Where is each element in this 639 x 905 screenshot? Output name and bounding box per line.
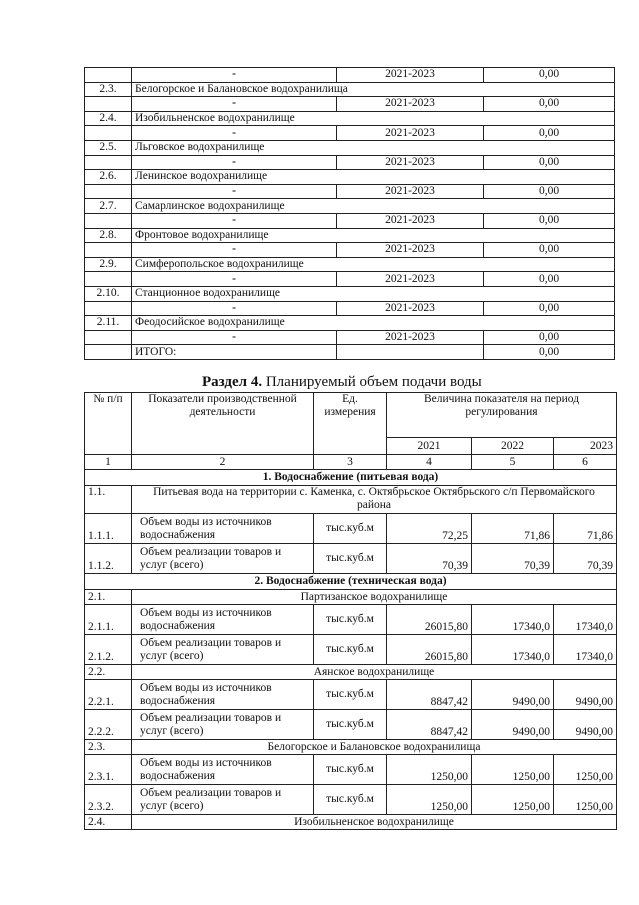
num-cell-empty <box>85 184 132 199</box>
num-cell-empty <box>85 272 132 287</box>
period-cell: 2021-2023 <box>337 213 484 228</box>
col-number: 5 <box>472 455 554 470</box>
period-cell-empty <box>337 345 484 360</box>
header-indicator: Показатели производственной деятельности <box>132 393 314 455</box>
period-row <box>85 301 615 316</box>
section-4-title <box>202 374 482 391</box>
row-number: 2.4. <box>85 111 132 126</box>
dash-cell: - <box>132 272 337 287</box>
indicator-name: Объем реализации товаров и услуг (всего) <box>132 710 314 740</box>
unit-cell: тыс.куб.м <box>314 680 387 710</box>
row-number: 2.8. <box>85 228 132 243</box>
row-number: 2.2.2. <box>85 710 132 740</box>
data-row <box>85 785 617 815</box>
value-cell: 0,00 <box>484 301 615 316</box>
period-cell: 2021-2023 <box>337 126 484 141</box>
unit-cell: тыс.куб.м <box>314 544 387 574</box>
period-cell: 2021-2023 <box>337 330 484 345</box>
row-number: 2.1.1. <box>85 605 132 635</box>
num-cell-empty <box>85 155 132 170</box>
period-row <box>85 97 615 112</box>
num-cell-empty <box>85 330 132 345</box>
value-cell: 17340,0 <box>554 635 617 665</box>
col-number: 3 <box>314 455 387 470</box>
period-cell: 2021-2023 <box>337 97 484 112</box>
value-cell: 9490,00 <box>554 710 617 740</box>
dash-cell: - <box>132 330 337 345</box>
reservoir-name: Фронтовое водохранилище <box>132 228 615 243</box>
group-title: Аянское водохранилище <box>132 665 617 680</box>
row-number: 2.10. <box>85 286 132 301</box>
reservoir-row <box>85 316 615 331</box>
value-cell: 17340,0 <box>554 605 617 635</box>
reservoir-row <box>85 82 615 97</box>
period-cell: 2021-2023 <box>337 272 484 287</box>
row-number: 1.1.1. <box>85 514 132 544</box>
unit-cell: тыс.куб.м <box>314 755 387 785</box>
reservoir-row <box>85 170 615 185</box>
header-year-2022: 2022 <box>472 438 554 455</box>
group-title: Изобильненское водохранилище <box>132 815 617 830</box>
data-row <box>85 680 617 710</box>
reservoir-row <box>85 140 615 155</box>
section-title: 2. Водоснабжение (техническая вода) <box>85 574 617 590</box>
row-number: 2.6. <box>85 170 132 185</box>
value-cell: 1250,00 <box>472 785 554 815</box>
num-cell-empty <box>85 243 132 258</box>
group-row <box>85 665 617 680</box>
dash-cell: - <box>132 184 337 199</box>
dash-cell: - <box>132 126 337 141</box>
period-row <box>85 68 615 83</box>
row-number: 1.1.2. <box>85 544 132 574</box>
reservoir-name: Симферопольское водохранилище <box>132 257 615 272</box>
col-number: 6 <box>554 455 617 470</box>
section-row <box>85 470 617 486</box>
planned-water-supply-table <box>84 392 617 830</box>
value-cell: 0,00 <box>484 97 615 112</box>
indicator-name: Объем реализации товаров и услуг (всего) <box>132 544 314 574</box>
row-number: 2.9. <box>85 257 132 272</box>
row-number: 2.11. <box>85 316 132 331</box>
value-cell: 26015,80 <box>387 635 472 665</box>
reservoir-name: Феодосийское водохранилище <box>132 316 615 331</box>
reservoir-name: Льговское водохранилище <box>132 140 615 155</box>
unit-cell: тыс.куб.м <box>314 710 387 740</box>
reservoir-row <box>85 286 615 301</box>
reservoir-row <box>85 199 615 214</box>
value-cell: 0,00 <box>484 330 615 345</box>
col-number: 2 <box>132 455 314 470</box>
value-cell: 1250,00 <box>554 755 617 785</box>
value-cell: 1250,00 <box>554 785 617 815</box>
period-row <box>85 184 615 199</box>
value-cell: 0,00 <box>484 155 615 170</box>
data-row <box>85 635 617 665</box>
col-number: 1 <box>85 455 132 470</box>
value-cell: 0,00 <box>484 68 615 83</box>
value-cell: 0,00 <box>484 126 615 141</box>
unit-cell: тыс.куб.м <box>314 785 387 815</box>
value-cell: 26015,80 <box>387 605 472 635</box>
dash-cell: - <box>132 155 337 170</box>
value-cell: 17340,0 <box>472 605 554 635</box>
reservoir-row <box>85 257 615 272</box>
value-cell: 0,00 <box>484 243 615 258</box>
row-number: 2.5. <box>85 140 132 155</box>
value-cell: 8847,42 <box>387 710 472 740</box>
period-cell: 2021-2023 <box>337 301 484 316</box>
period-row <box>85 330 615 345</box>
group-row <box>85 590 617 605</box>
num-cell-empty <box>85 68 132 83</box>
group-row <box>85 740 617 755</box>
value-cell: 8847,42 <box>387 680 472 710</box>
row-number: 2.4. <box>85 815 132 830</box>
period-cell: 2021-2023 <box>337 243 484 258</box>
value-cell: 17340,0 <box>472 635 554 665</box>
section-title: 1. Водоснабжение (питьевая вода) <box>85 470 617 486</box>
indicator-name: Объем реализации товаров и услуг (всего) <box>132 635 314 665</box>
row-number: 2.2. <box>85 665 132 680</box>
data-row <box>85 755 617 785</box>
value-cell: 0,00 <box>484 213 615 228</box>
dash-cell: - <box>132 213 337 228</box>
dash-cell: - <box>132 243 337 258</box>
reservoir-row <box>85 228 615 243</box>
row-number: 2.3. <box>85 740 132 755</box>
indicator-name: Объем воды из источников водоснабжения <box>132 680 314 710</box>
period-row <box>85 126 615 141</box>
value-cell: 70,39 <box>472 544 554 574</box>
period-row <box>85 213 615 228</box>
group-title: Белогорское и Балановское водохранилища <box>132 740 617 755</box>
unit-cell: тыс.куб.м <box>314 605 387 635</box>
total-label: ИТОГО: <box>132 345 337 360</box>
header-num: № п/п <box>85 393 132 455</box>
num-cell-empty <box>85 126 132 141</box>
data-row <box>85 544 617 574</box>
period-row <box>85 243 615 258</box>
unit-cell: тыс.куб.м <box>314 635 387 665</box>
value-cell: 9490,00 <box>554 680 617 710</box>
reservoir-name: Изобильненское водохранилище <box>132 111 615 126</box>
value-cell: 72,25 <box>387 514 472 544</box>
reservoir-name: Станционное водохранилище <box>132 286 615 301</box>
num-cell-empty <box>85 301 132 316</box>
row-number: 2.2.1. <box>85 680 132 710</box>
num-cell-empty <box>85 213 132 228</box>
dash-cell: - <box>132 301 337 316</box>
value-cell: 9490,00 <box>472 680 554 710</box>
value-cell: 0,00 <box>484 272 615 287</box>
value-cell: 70,39 <box>387 544 472 574</box>
unit-cell: тыс.куб.м <box>314 514 387 544</box>
dash-cell: - <box>132 97 337 112</box>
num-cell-empty <box>85 345 132 360</box>
period-cell: 2021-2023 <box>337 155 484 170</box>
indicator-name: Объем воды из источников водоснабжения <box>132 605 314 635</box>
reservoir-name: Самарлинское водохранилище <box>132 199 615 214</box>
row-number: 2.1. <box>85 590 132 605</box>
header-year-2023: 2023 <box>554 438 617 455</box>
period-cell: 2021-2023 <box>337 184 484 199</box>
total-value: 0,00 <box>484 345 615 360</box>
group-title: Питьевая вода на территории с. Каменка, с. Октябрьское Октябрьского с/п Первомайского района <box>132 486 617 514</box>
header-unit: Ед. измерения <box>314 393 387 455</box>
period-row <box>85 155 615 170</box>
row-number: 2.3. <box>85 82 132 97</box>
row-number: 2.7. <box>85 199 132 214</box>
value-cell: 71,86 <box>472 514 554 544</box>
period-row <box>85 272 615 287</box>
header-year-2021: 2021 <box>387 438 472 455</box>
value-cell: 1250,00 <box>387 785 472 815</box>
reservoir-summary-table <box>84 67 615 360</box>
reservoir-name: Ленинское водохранилище <box>132 170 615 185</box>
reservoir-name: Белогорское и Балановское водохранилища <box>132 82 615 97</box>
value-cell: 9490,00 <box>472 710 554 740</box>
row-number: 2.3.2. <box>85 785 132 815</box>
indicator-name: Объем воды из источников водоснабжения <box>132 755 314 785</box>
data-row <box>85 514 617 544</box>
dash-cell: - <box>132 68 337 83</box>
total-row <box>85 345 615 360</box>
value-cell: 1250,00 <box>472 755 554 785</box>
reservoir-row <box>85 111 615 126</box>
group-row <box>85 486 617 514</box>
num-cell-empty <box>85 97 132 112</box>
row-number: 2.3.1. <box>85 755 132 785</box>
col-number: 4 <box>387 455 472 470</box>
value-cell: 1250,00 <box>387 755 472 785</box>
value-cell: 71,86 <box>554 514 617 544</box>
group-title: Партизанское водохранилище <box>132 590 617 605</box>
section-4-heading: Планируемый объем подачи воды <box>262 374 482 390</box>
section-row <box>85 574 617 590</box>
row-number: 1.1. <box>85 486 132 514</box>
value-cell: 0,00 <box>484 184 615 199</box>
value-cell: 70,39 <box>554 544 617 574</box>
indicator-name: Объем воды из источников водоснабжения <box>132 514 314 544</box>
row-number: 2.1.2. <box>85 635 132 665</box>
group-row <box>85 815 617 830</box>
period-cell: 2021-2023 <box>337 68 484 83</box>
indicator-name: Объем реализации товаров и услуг (всего) <box>132 785 314 815</box>
header-value: Величина показателя на период регулирования <box>387 393 617 438</box>
data-row <box>85 605 617 635</box>
section-4-number: Раздел 4. <box>202 374 263 390</box>
data-row <box>85 710 617 740</box>
